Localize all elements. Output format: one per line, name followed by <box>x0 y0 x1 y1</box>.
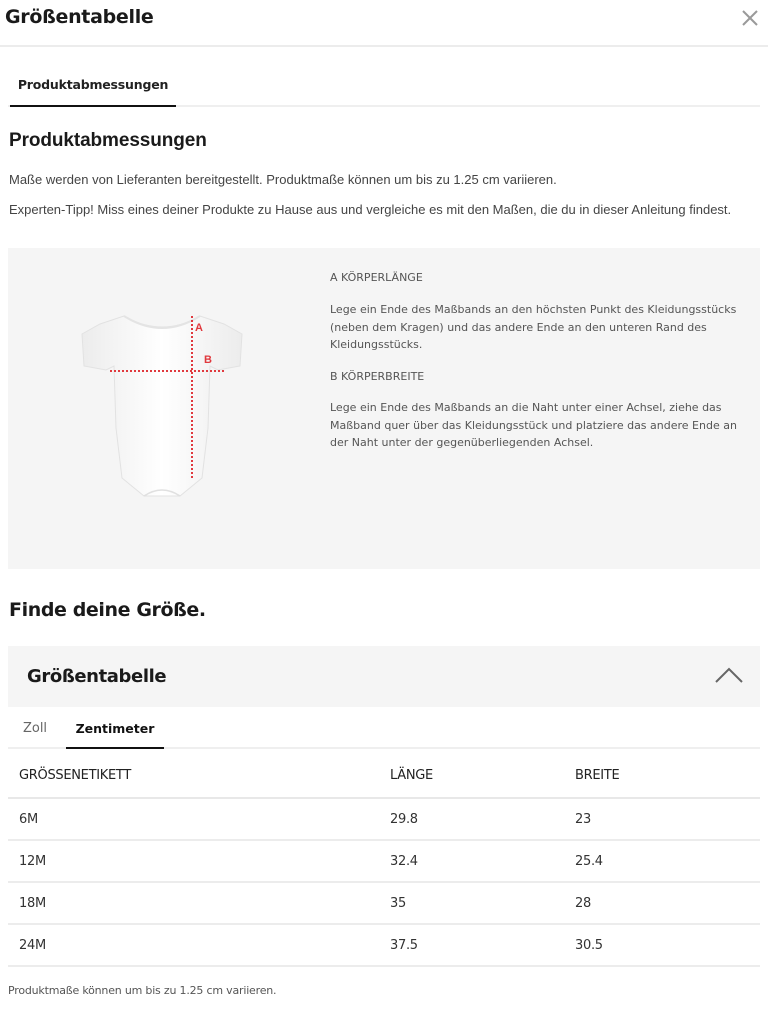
cell-size: 6M <box>8 798 390 840</box>
tab-produktabmessungen[interactable]: Produktabmessungen <box>10 62 176 107</box>
bodysuit-shape <box>82 316 242 496</box>
size-chart-title: Größentabelle <box>27 666 167 687</box>
column-header-width: BREITE <box>575 750 760 798</box>
label-b: B <box>204 354 212 366</box>
cell-width: 23 <box>575 798 760 840</box>
cell-length: 35 <box>390 882 575 924</box>
table-row <box>8 840 760 882</box>
close-icon <box>740 8 760 28</box>
modal-title: Größentabelle <box>5 6 154 28</box>
cell-width: 25.4 <box>575 840 760 882</box>
cell-width: 28 <box>575 882 760 924</box>
chevron-up-icon <box>714 666 744 684</box>
top-tab-bar <box>8 62 760 107</box>
cell-length: 37.5 <box>390 924 575 966</box>
expert-tip-text: Experten-Tipp! Miss eines deiner Produkte zu Hause aus und vergleiche es mit den Maßen, die du in dieser Anleitung findest. <box>9 202 732 217</box>
cell-size: 12M <box>8 840 390 882</box>
tab-zentimeter[interactable]: Zentimeter <box>66 707 164 749</box>
table-header-row <box>8 750 760 798</box>
tab-zoll[interactable]: Zoll <box>22 721 48 736</box>
table-row <box>8 924 760 966</box>
column-header-size-label: GRÖSSENETIKETT <box>8 750 390 798</box>
cell-width: 30.5 <box>575 924 760 966</box>
measure-b-text: Lege ein Ende des Maßbands an die Naht unter einer Achsel, ziehe das Maßband quer über das Kleidungsstück und platziere das andere Ende an der Naht unter der gegenüberliegenden Achsel. <box>330 401 737 449</box>
label-a: A <box>195 322 203 334</box>
find-size-title: Finde deine Größe. <box>9 599 206 621</box>
cell-size: 24M <box>8 924 390 966</box>
table-row <box>8 798 760 840</box>
size-table <box>8 750 760 967</box>
intro-text: Maße werden von Lieferanten bereitgestellt. Produktmaße können um bis zu 1.25 cm variieren. <box>9 172 557 187</box>
section-title: Produktabmessungen <box>9 130 207 151</box>
modal-header <box>0 0 768 47</box>
column-header-length: LÄNGE <box>390 750 575 798</box>
measure-a-heading: A KÖRPERLÄNGE <box>330 271 423 284</box>
measure-a-text: Lege ein Ende des Maßbands an den höchsten Punkt des Kleidungsstücks (neben dem Kragen) und das andere Ende an den unteren Rand des Kleidungsstücks. <box>330 303 737 351</box>
table-row <box>8 882 760 924</box>
size-chart-accordion-header[interactable] <box>8 646 760 707</box>
unit-tab-bar <box>8 707 760 749</box>
close-button[interactable] <box>740 8 760 28</box>
cell-length: 32.4 <box>390 840 575 882</box>
measure-b-heading: B KÖRPERBREITE <box>330 370 425 383</box>
bodysuit-diagram <box>72 308 252 508</box>
cell-size: 18M <box>8 882 390 924</box>
cell-length: 29.8 <box>390 798 575 840</box>
footnote: Produktmaße können um bis zu 1.25 cm variieren. <box>8 984 277 997</box>
